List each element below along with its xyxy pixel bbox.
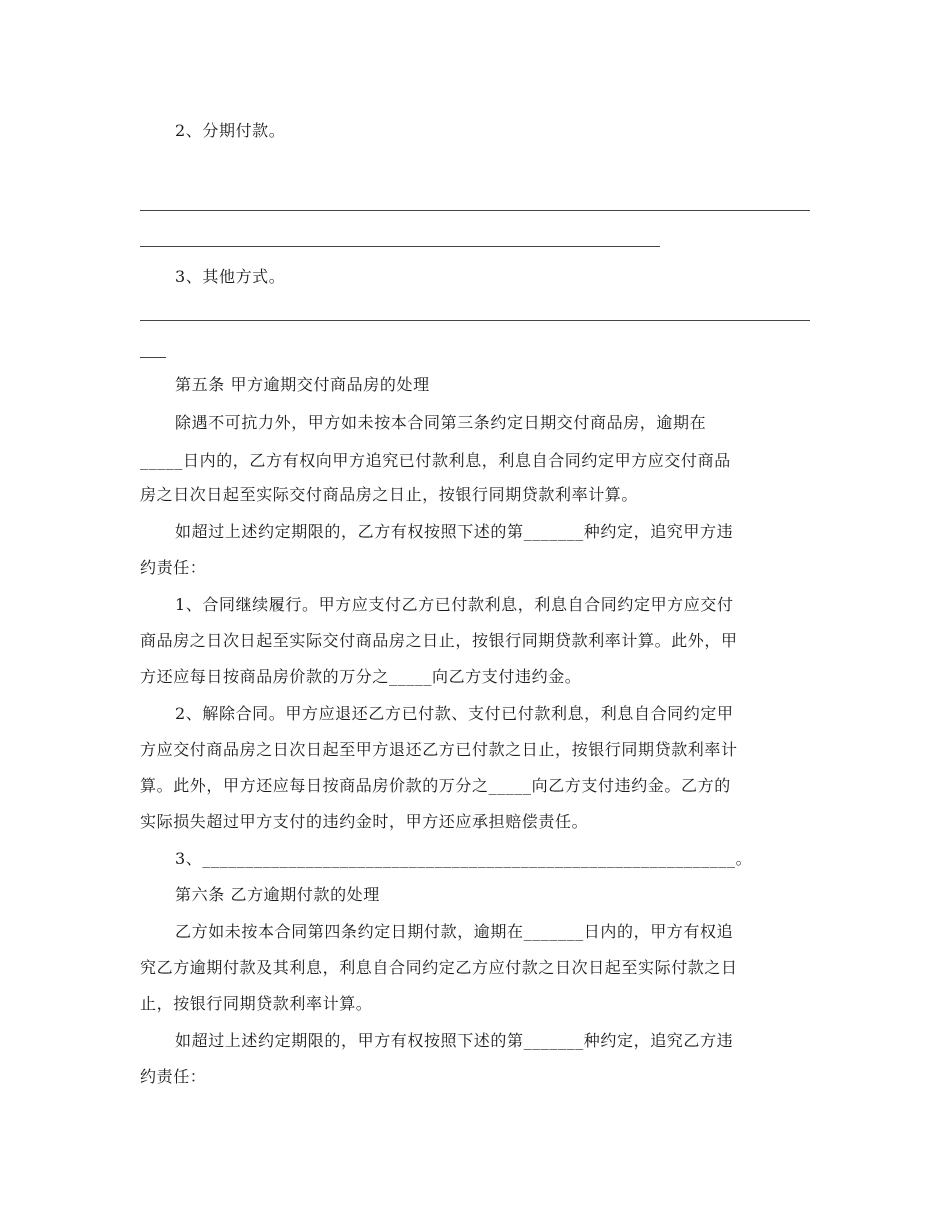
blank-fill-line [140, 357, 166, 358]
paragraph-line: 止，按银行同期贷款利率计算。 [140, 994, 373, 1013]
article-five-heading: 第五条 甲方逾期交付商品房的处理 [175, 375, 430, 394]
paragraph-line: 算。此外，甲方还应每日按商品房价款的万分之_____向乙方支付违约金。乙方的 [140, 776, 731, 795]
paragraph-line: 实际损失超过甲方支付的违约金时，甲方还应承担赔偿责任。 [140, 812, 589, 831]
paragraph-line: 究乙方逾期付款及其利息，利息自合同约定乙方应付款之日次日起至实际付款之日 [140, 958, 738, 977]
paragraph-line: _____日内的，乙方有权向甲方追究已付款利息，利息自合同约定甲方应交付商品 [140, 451, 731, 470]
paragraph-line: 2、解除合同。甲方应退还乙方已付款、支付已付款利息，利息自合同约定甲 [175, 704, 734, 723]
paragraph-line: 约责任： [140, 558, 207, 577]
blank-fill-line [140, 320, 810, 321]
article-six-heading: 第六条 乙方逾期付款的处理 [175, 885, 380, 904]
paragraph-line: 如超过上述约定期限的，甲方有权按照下述的第_______种约定，追究乙方违 [175, 1031, 734, 1050]
blank-fill-line [140, 210, 810, 211]
paragraph-line: 乙方如未按本合同第四条约定日期付款，逾期在_______日内的，甲方有权追 [175, 922, 734, 941]
paragraph-line: 方还应每日按商品房价款的万分之_____向乙方支付违约金。 [140, 667, 582, 686]
paragraph-line: 如超过上述约定期限的，乙方有权按照下述的第_______种约定，追究甲方违 [175, 522, 734, 541]
paragraph-line: 房之日次日起至实际交付商品房之日止，按银行同期贷款利率计算。 [140, 485, 639, 504]
paragraph-line: 1、合同继续履行。甲方应支付乙方已付款利息，利息自合同约定甲方应交付 [175, 595, 734, 614]
paragraph-line: 除遇不可抗力外，甲方如未按本合同第三条约定日期交付商品房，逾期在 [175, 413, 707, 432]
blank-fill-line [140, 246, 660, 247]
paragraph-line: 3、______________________________________________________________。 [175, 849, 753, 868]
paragraph-line: 商品房之日次日起至实际交付商品房之日止，按银行同期贷款利率计算。此外，甲 [140, 631, 738, 650]
paragraph-line: 约责任： [140, 1067, 207, 1086]
paragraph-line: 方应交付商品房之日次日起至甲方退还乙方已付款之日止，按银行同期贷款利率计 [140, 740, 738, 759]
item-installment-payment: 2、分期付款。 [175, 121, 286, 140]
item-other-method: 3、其他方式。 [175, 267, 286, 286]
